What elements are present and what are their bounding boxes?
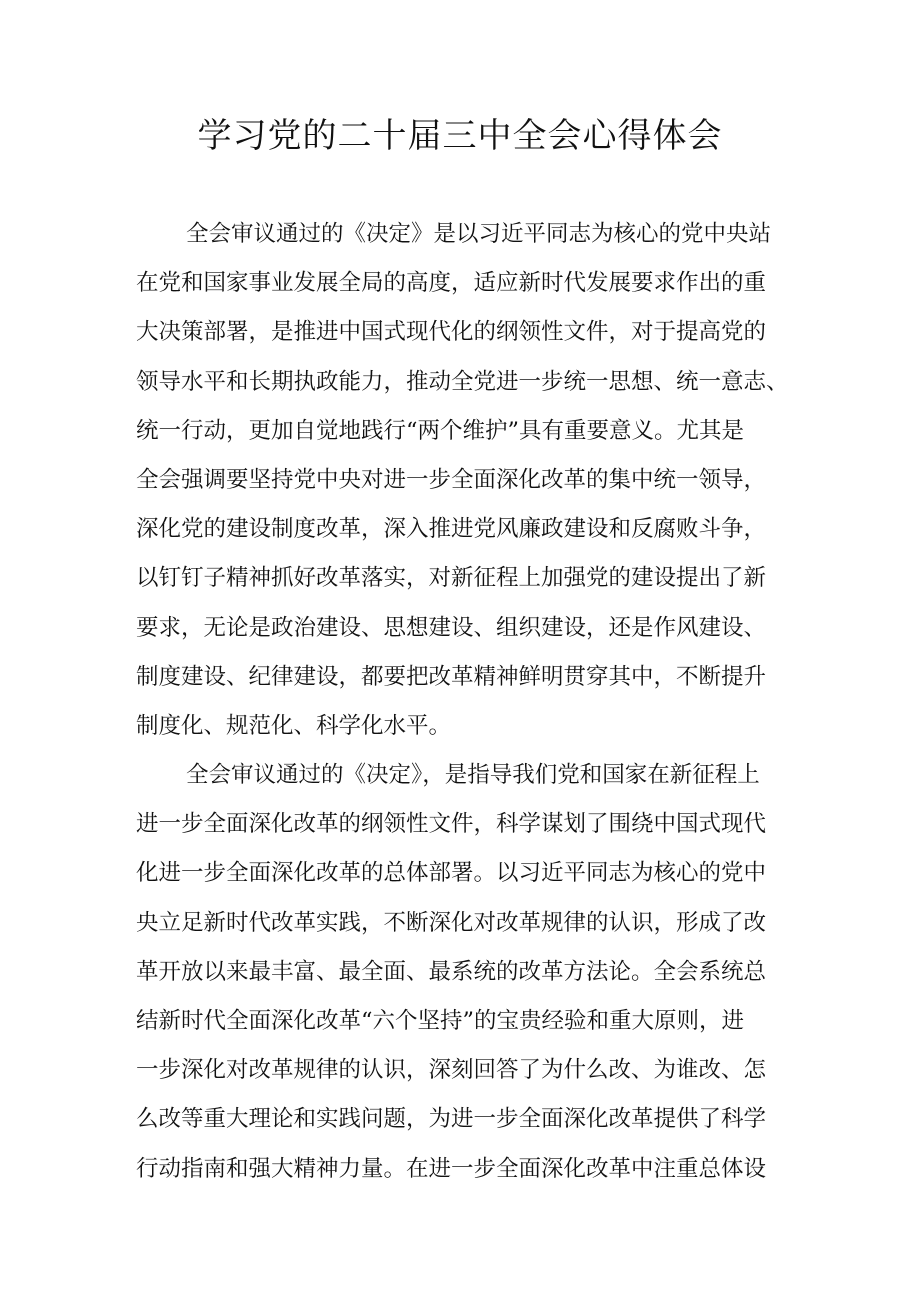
paragraph-1-line-9: 要求，无论是政治建设、思想建设、组织建设，还是作风建设、 xyxy=(136,614,767,641)
paragraph-1-line-10: 制度建设、纪律建设，都要把改革精神鲜明贯穿其中，不断提升 xyxy=(136,663,767,690)
paragraph-1-line-6: 全会强调要坚持党中央对进一步全面深化改革的集中统一领导， xyxy=(136,466,767,493)
document-body xyxy=(136,210,796,1194)
paragraph-2-line-4: 央立足新时代改革实践，不断深化对改革规律的认识，形成了改 xyxy=(136,909,767,936)
document-title: 学习党的二十届三中全会心得体会 xyxy=(197,116,723,156)
paragraph-1-line-7: 深化党的建设制度改革，深入推进党风廉政建设和反腐败斗争， xyxy=(136,516,767,543)
paragraph-2-line-9: 行动指南和强大精神力量。在进一步全面深化改革中注重总体设 xyxy=(136,1155,767,1182)
paragraph-2-line-5: 革开放以来最丰富、最全面、最系统的改革方法论。全会系统总 xyxy=(136,958,767,985)
paragraph-2-line-6: 结新时代全面深化改革“六个坚持”的宝贵经验和重大原则，进 xyxy=(136,1008,745,1034)
paragraph-1-line-3: 大决策部署，是推进中国式现代化的纲领性文件，对于提高党的 xyxy=(136,319,767,346)
paragraph-2-line-1: 全会审议通过的《决定》，是指导我们党和国家在新征程上 xyxy=(186,762,760,789)
paragraph-2-line-2: 进一步全面深化改革的纲领性文件，科学谋划了围绕中国式现代 xyxy=(136,811,767,838)
paragraph-2-line-8: 么改等重大理论和实践问题，为进一步全面深化改革提供了科学 xyxy=(136,1106,767,1133)
paragraph-2-line-3: 化进一步全面深化改革的总体部署。以习近平同志为核心的党中 xyxy=(136,860,767,887)
paragraph-1-line-4: 领导水平和长期执政能力，推动全党进一步统一思想、统一意志、 xyxy=(136,368,789,395)
paragraph-1-line-11: 制度化、规范化、科学化水平。 xyxy=(136,712,452,739)
paragraph-1-line-5: 统一行动，更加自觉地践行“两个维护”具有重要意义。尤其是 xyxy=(136,417,745,444)
paragraph-1-line-1: 全会审议通过的《决定》是以习近平同志为核心的党中央站 xyxy=(186,221,772,247)
paragraph-1-line-2: 在党和国家事业发展全局的高度，适应新时代发展要求作出的重 xyxy=(136,270,767,297)
paragraph-2-line-7: 一步深化对改革规律的认识，深刻回答了为什么改、为谁改、怎 xyxy=(136,1057,767,1084)
paragraph-1-line-8: 以钉钉子精神抓好改革落实，对新征程上加强党的建设提出了新 xyxy=(136,565,767,592)
